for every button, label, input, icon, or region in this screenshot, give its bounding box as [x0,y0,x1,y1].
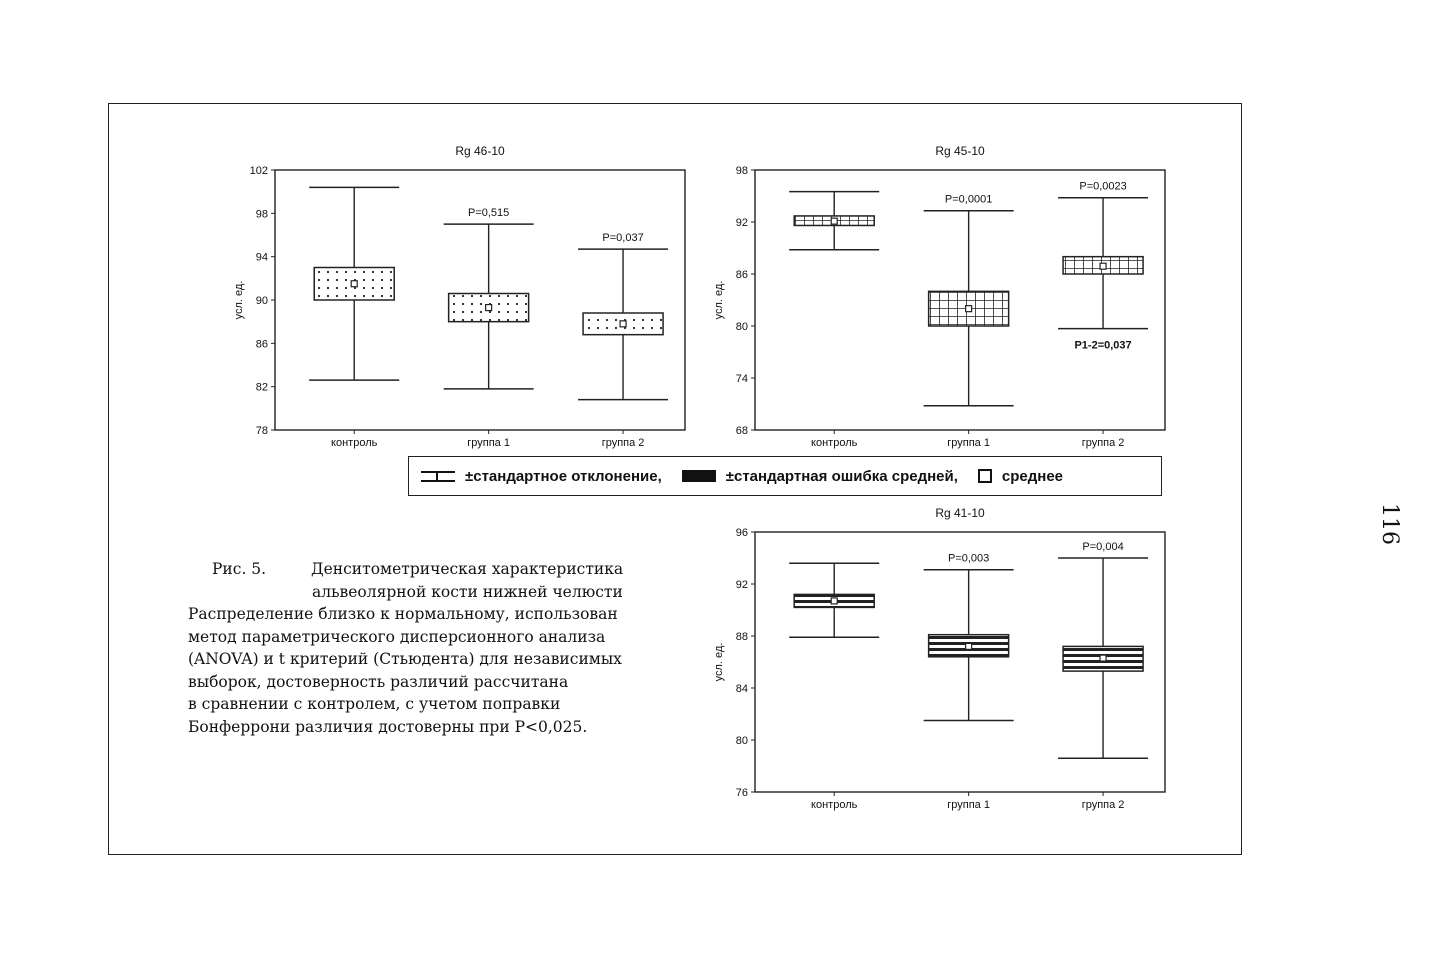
legend-sd-label: ±стандартное отклонение, [465,467,662,485]
p-value-label: P=0,037 [602,232,644,245]
caption-line: метод параметрического дисперсионного анализа [188,627,606,646]
y-tick-label: 84 [735,683,748,695]
y-tick-label: 96 [735,527,748,539]
y-tick-label: 80 [735,321,748,333]
y-tick-label: 102 [249,165,268,177]
mean-marker [831,218,837,224]
x-category-label: группа 1 [947,437,990,449]
p-value-label: P=0,515 [467,207,510,220]
chart-rg-46-10 [225,140,695,455]
p-value-label: P=0,0001 [944,193,993,206]
chart-legend [408,456,1162,496]
mean-marker [486,305,492,311]
y-tick-label: 76 [735,787,748,799]
legend-se [662,468,958,485]
caption-title-2: альвеолярной кости нижней челюсти [312,582,623,601]
mean-marker [831,598,837,604]
caption-line: Бонферрони различия достоверны при P<0,025. [188,717,588,736]
mean-square-icon [978,469,992,483]
y-tick-label: 86 [735,269,748,281]
y-tick-label: 98 [255,208,268,221]
mean-marker [1100,263,1106,269]
y-tick-label: 94 [255,251,268,264]
y-tick-label: 92 [735,579,748,591]
y-tick-label: 88 [735,631,748,643]
mean-marker [351,281,357,287]
y-axis-label: усл. ед. [713,642,725,682]
y-tick-label: 78 [255,425,268,437]
figure-caption [188,558,708,738]
caption-line: (ANOVA) и t критерий (Стьюдента) для независимых [188,650,622,668]
sd-whisker-icon [421,469,455,483]
chart-title: Rg 46-10 [455,144,505,158]
p-value-label: P=0,0023 [1079,180,1127,193]
x-category-label: контроль [331,437,378,449]
x-category-label: контроль [811,437,858,449]
p-value-label: P=0,004 [1082,541,1124,553]
y-tick-label: 90 [255,295,268,307]
y-axis-label: усл. ед. [713,280,725,320]
x-category-label: группа 2 [601,437,645,449]
p-value-label: P=0,003 [947,552,990,565]
chart-title: Rg 41-10 [935,506,985,520]
figure-label: Рис. 5. [212,560,267,578]
y-tick-label: 82 [255,381,268,394]
page-number: 116 [1377,503,1402,545]
mean-marker [620,321,626,327]
y-tick-label: 68 [735,425,748,437]
caption-line: в сравнении с контролем, с учетом поправки [188,695,561,713]
caption-title-line-1 [188,558,708,581]
y-axis-label: усл. ед. [233,280,245,320]
chart-rg-41-10 [705,502,1175,817]
legend-mean-label: среднее [1001,467,1064,485]
chart-rg-45-10 [705,140,1175,455]
y-tick-label: 92 [735,217,748,229]
legend-se-label: ±стандартная ошибка средней, [725,467,958,485]
y-tick-label: 74 [735,373,748,385]
x-category-label: контроль [811,799,858,811]
mean-marker [966,643,972,649]
y-tick-label: 80 [735,735,748,747]
se-box-icon [682,470,716,482]
mean-marker [1100,655,1106,661]
mean-marker [966,306,972,312]
legend-sd [409,468,662,485]
legend-mean [958,468,1063,485]
caption-title-1: Денситометрическая характеристика [311,560,624,578]
chart-title: Rg 45-10 [935,144,985,158]
caption-line: выборок, достоверность различий рассчитана [188,672,569,691]
y-tick-label: 86 [255,338,268,351]
x-category-label: группа 1 [467,437,510,449]
y-tick-label: 98 [735,165,748,177]
x-category-label: группа 2 [1081,799,1125,811]
x-category-label: группа 1 [947,799,990,811]
caption-line: Распределение близко к нормальному, использован [188,605,618,623]
x-category-label: группа 2 [1081,437,1125,449]
pairwise-p-annotation: P1-2=0,037 [1074,339,1132,352]
